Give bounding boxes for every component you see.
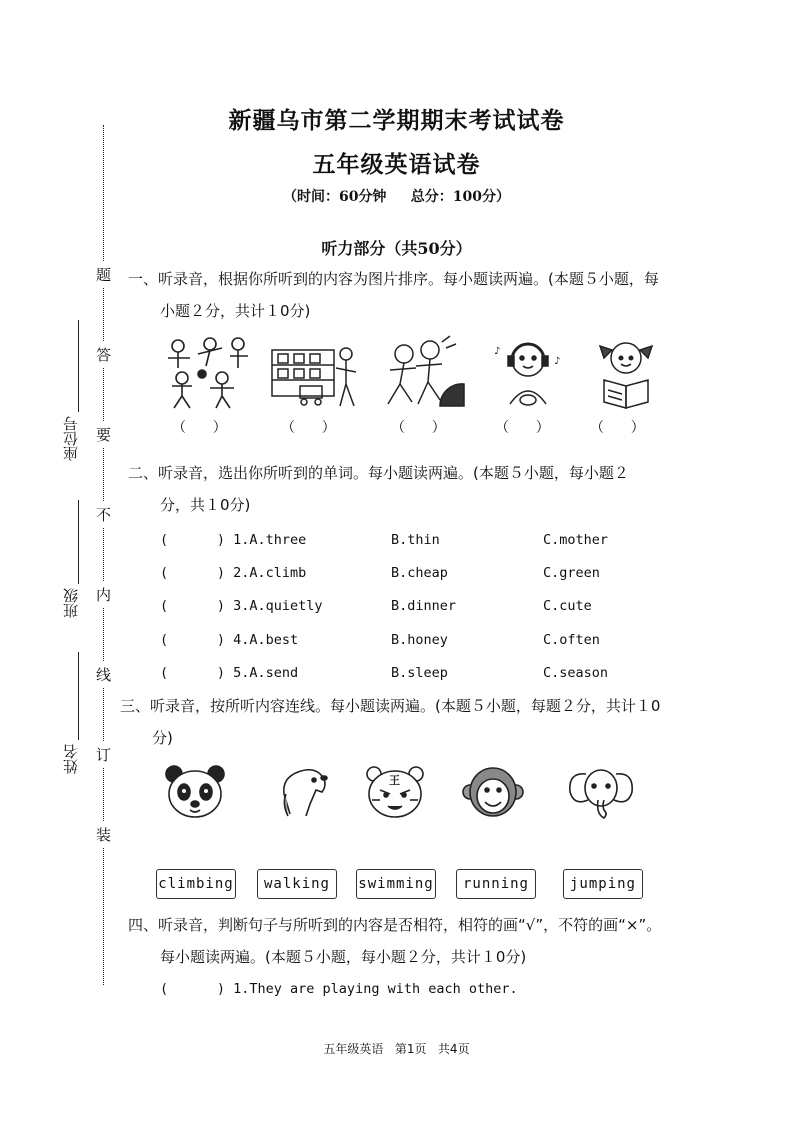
q2-item-5-b: B.sleep (391, 665, 448, 681)
q2-item-3-a[interactable]: ( ) 3.A.quietly (160, 598, 323, 614)
binding-warning-char: 不 (96, 502, 111, 527)
q2-item-1-b: B.thin (391, 532, 440, 548)
binding-warning-char: 题 (96, 262, 111, 287)
binding-warning-char: 答 (96, 342, 111, 367)
exam-title: 新疆乌市第二学期期末考试试卷 (228, 107, 565, 134)
q2-item-2-a[interactable]: ( ) 2.A.climb (160, 565, 307, 581)
word-box-swimming[interactable]: swimming (356, 869, 436, 899)
kids-running-icon (380, 334, 466, 410)
q2-item-2-b: B.cheap (391, 565, 448, 581)
q2-item-4-c: C.often (543, 632, 600, 648)
answer-blank[interactable]: （ ） (281, 420, 336, 436)
q2-item-2-c: C.green (543, 565, 600, 581)
name-blank[interactable] (78, 652, 79, 740)
answer-blank[interactable]: （ ） (172, 420, 227, 436)
seat-number-blank[interactable] (78, 320, 79, 412)
exam-subtitle: 五年级英语试卷 (312, 151, 481, 178)
class-blank[interactable] (78, 500, 79, 584)
q3-instruction-line1: 三、听录音，按所听内容连线。每小题读两遍。(本题５小题，每题２分，共计１0 (120, 697, 661, 715)
q2-item-4-a[interactable]: ( ) 4.A.best (160, 632, 299, 648)
q4-item-1[interactable]: ( ) 1.They are playing with each other. (160, 981, 518, 997)
q2-item-1-a[interactable]: ( ) 1.A.three (160, 532, 307, 548)
supermarket-icon (270, 334, 362, 410)
seat-number-label: 座位号 (62, 416, 80, 461)
q2-instruction-line2: 分，共１0分) (160, 496, 251, 514)
girl-headphones-icon (490, 334, 566, 410)
binding-warning-char: 线 (96, 662, 111, 687)
svg-text:♪: ♪ (494, 346, 501, 357)
dog-picture (276, 764, 332, 824)
exam-info: （时间：60分钟 总分：100分） (282, 189, 511, 205)
kids-playing-ball-icon (160, 334, 252, 410)
class-field (60, 500, 84, 630)
girl-listening-music-picture (490, 334, 566, 410)
q3-instruction-line2: 分) (152, 729, 173, 747)
answer-blank[interactable]: （ ） (391, 420, 446, 436)
q2-item-3-c: C.cute (543, 598, 592, 614)
q2-item-1-c: C.mother (543, 532, 609, 548)
binding-warning-char: 要 (96, 422, 111, 447)
answer-blank[interactable]: （ ） (495, 420, 550, 436)
girl-reading-picture (586, 334, 666, 410)
supermarket-shopping-picture (270, 334, 362, 410)
dog-icon (276, 764, 332, 820)
binding-warning-char: 内 (96, 582, 111, 607)
tiger-icon (364, 764, 426, 820)
elephant-picture (566, 764, 636, 826)
seat-number-field (60, 320, 84, 470)
kids-playing-ball-picture (160, 334, 252, 410)
tiger-picture (364, 764, 426, 824)
monkey-picture (462, 764, 524, 824)
q2-item-3-b: B.dinner (391, 598, 457, 614)
word-box-jumping[interactable]: jumping (563, 869, 643, 899)
svg-text:♪: ♪ (554, 356, 561, 367)
q1-instruction-line1: 一、听录音，根据你所听到的内容为图片排序。每小题读两遍。(本题５小题，每 (128, 270, 659, 288)
kids-running-picture (380, 334, 466, 410)
answer-blank[interactable]: （ ） (590, 420, 645, 436)
svg-text:王: 王 (389, 774, 400, 787)
page-footer: 五年级英语 第1页 共4页 (323, 1042, 470, 1056)
word-box-climbing[interactable]: climbing (156, 869, 236, 899)
q4-instruction-line1: 四、听录音，判断句子与所听到的内容是否相符，相符的画“√”，不符的画“×”。 (128, 916, 662, 934)
q2-instruction-line1: 二、听录音，选出你所听到的单词。每小题读两遍。(本题５小题，每小题２ (128, 464, 629, 482)
panda-icon (164, 764, 226, 820)
q2-item-5-a[interactable]: ( ) 5.A.send (160, 665, 299, 681)
name-label: 姓名 (62, 744, 80, 774)
elephant-icon (566, 764, 636, 822)
panda-picture (164, 764, 226, 824)
girl-reading-icon (586, 334, 666, 410)
name-field (60, 652, 84, 782)
q1-instruction-line2: 小题２分，共计１0分) (160, 302, 311, 320)
q4-instruction-line2: 每小题读两遍。(本题５小题，每小题２分，共计１0分) (160, 948, 527, 966)
q2-item-5-c: C.season (543, 665, 609, 681)
monkey-icon (462, 764, 524, 820)
binding-warning-char: 装 (96, 822, 111, 847)
section-heading: 听力部分（共50分） (321, 239, 472, 258)
class-label: 班级 (62, 588, 80, 618)
binding-warning-char: 订 (96, 742, 111, 767)
word-box-running[interactable]: running (456, 869, 536, 899)
q2-item-4-b: B.honey (391, 632, 448, 648)
word-box-walking[interactable]: walking (257, 869, 337, 899)
